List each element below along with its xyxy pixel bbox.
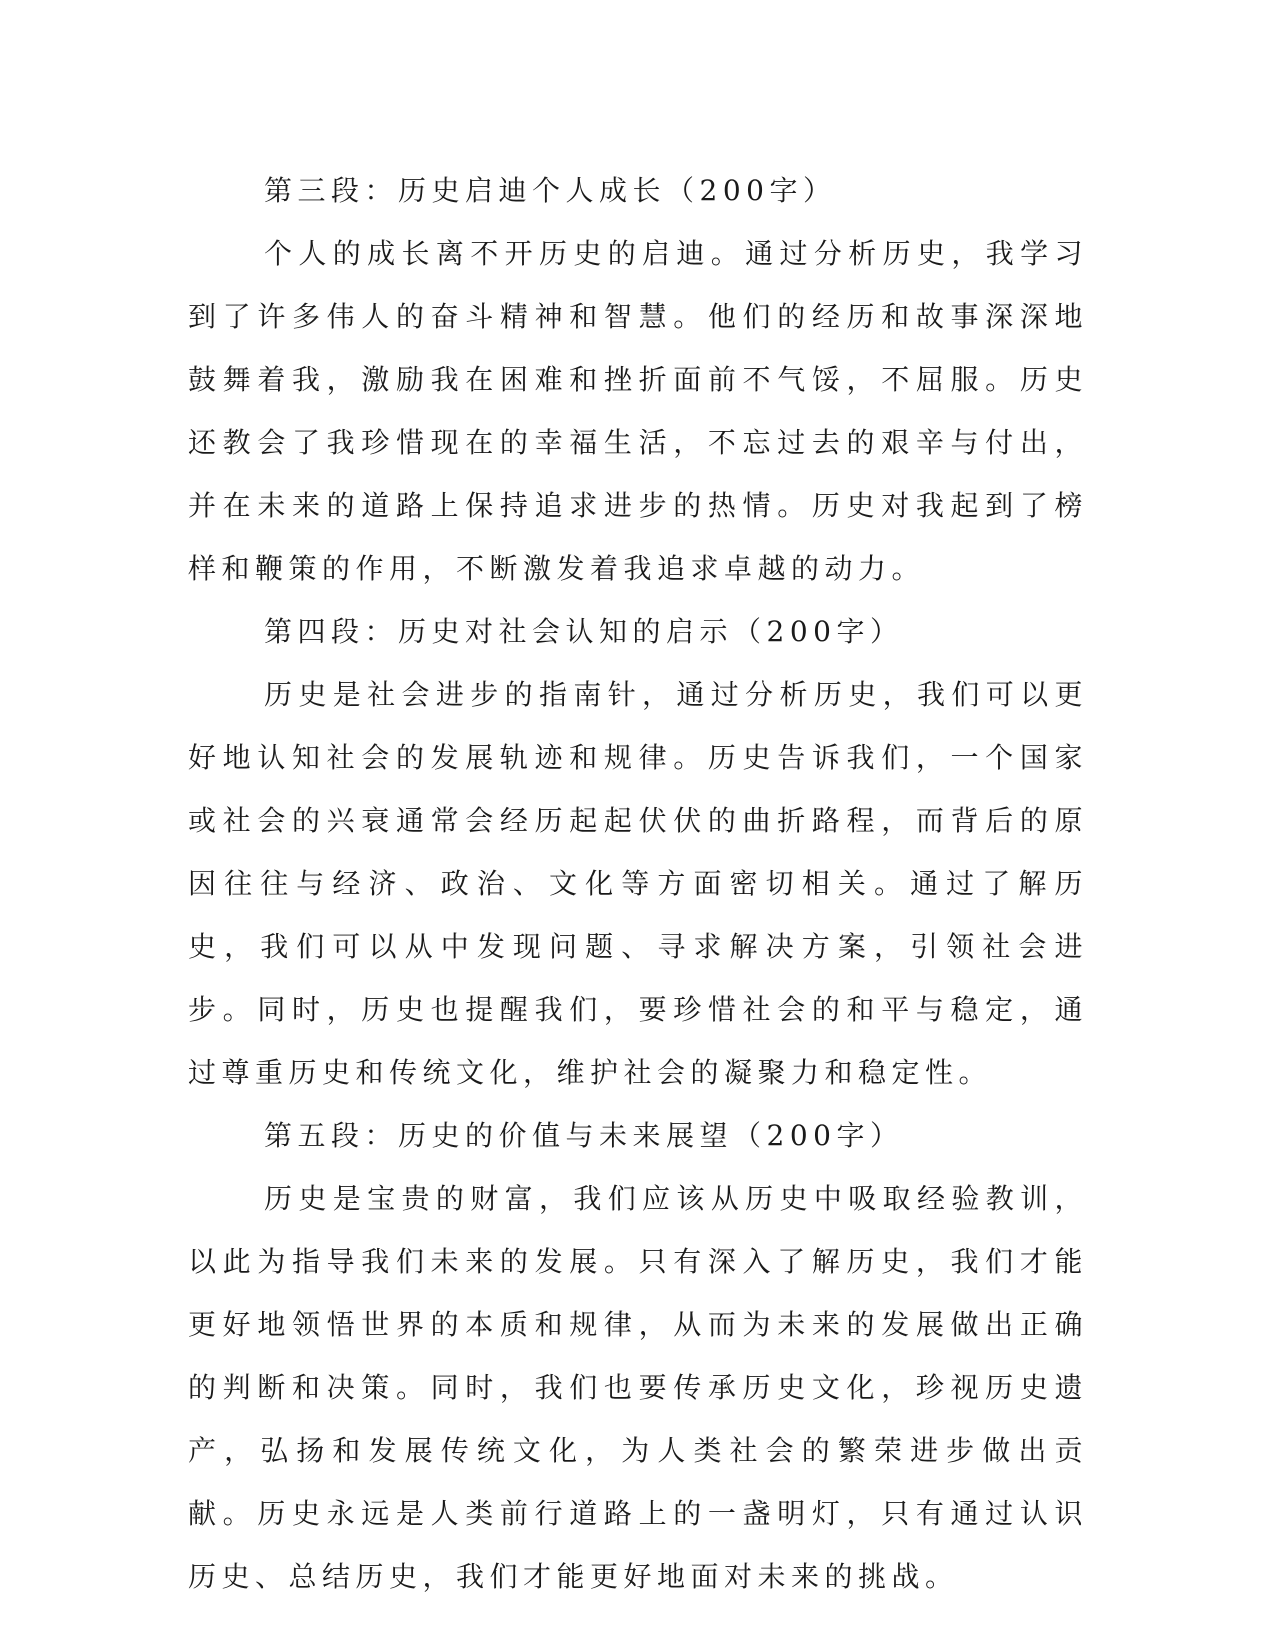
section-paragraph-4: 历史是社会进步的指南针，通过分析历史，我们可以更好地认知社会的发展轨迹和规律。历史告诉我们，一个国家或社会的兴衰通常会经历起起伏伏的曲折路程，而背后的原因往往与经济、政治、文化等方面密切相关。通过了解历史，我们可以从中发现问题、寻求解决方案，引领社会进步。同时，历史也提醒我们，要珍惜社会的和平与稳定，通过尊重历史和传统文化，维护社会的凝聚力和稳定性。	[188, 678, 1088, 1089]
section-heading-5: 第五段：历史的价值与未来展望（200字）	[264, 1119, 904, 1152]
section-heading-3: 第三段：历史启迪个人成长（200字）	[264, 174, 837, 207]
document-body	[188, 159, 1088, 1608]
section-heading-4: 第四段：历史对社会认知的启示（200字）	[264, 615, 904, 648]
section-paragraph-5: 历史是宝贵的财富，我们应该从历史中吸取经验教训，以此为指导我们未来的发展。只有深入了解历史，我们才能更好地领悟世界的本质和规律，从而为未来的发展做出正确的判断和决策。同时，我们也要传承历史文化，珍视历史遗产，弘扬和发展传统文化，为人类社会的繁荣进步做出贡献。历史永远是人类前行道路上的一盏明灯，只有通过认识历史、总结历史，我们才能更好地面对未来的挑战。	[188, 1182, 1088, 1593]
section-paragraph-3: 个人的成长离不开历史的启迪。通过分析历史，我学习到了许多伟人的奋斗精神和智慧。他们的经历和故事深深地鼓舞着我，激励我在困难和挫折面前不气馁，不屈服。历史还教会了我珍惜现在的幸福生活，不忘过去的艰辛与付出，并在未来的道路上保持追求进步的热情。历史对我起到了榜样和鞭策的作用，不断激发着我追求卓越的动力。	[188, 237, 1088, 585]
